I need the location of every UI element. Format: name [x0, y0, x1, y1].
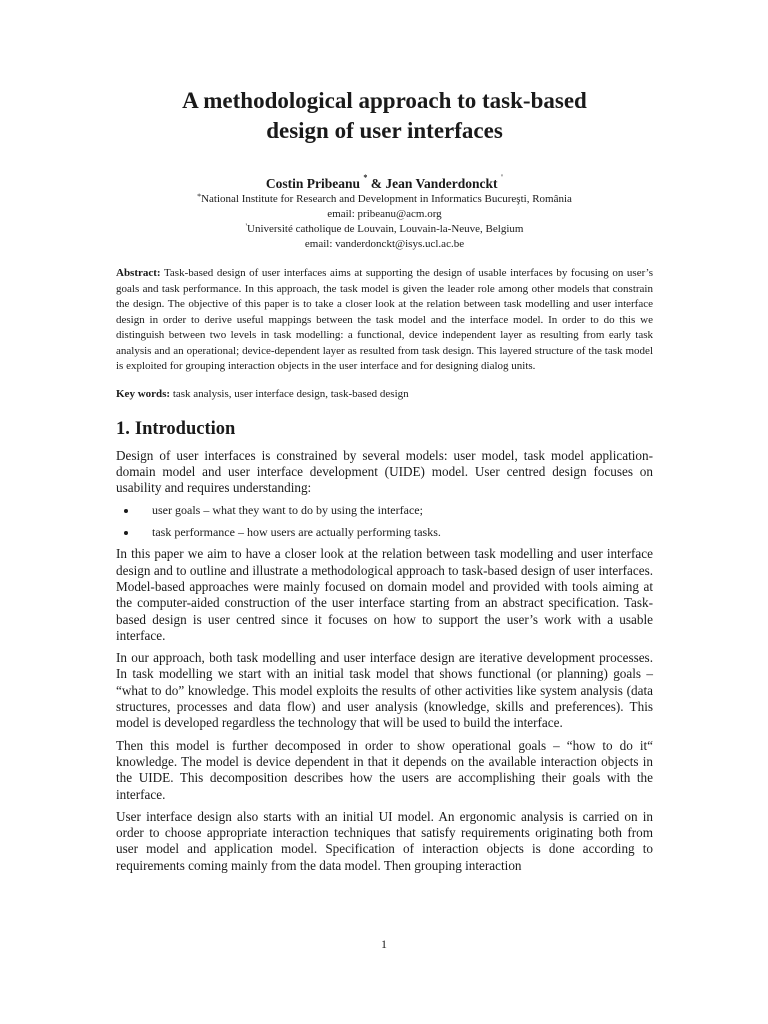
paper-page — [116, 86, 653, 874]
author-name: Costin Pribeanu — [265, 176, 360, 191]
keywords-label: Key words: — [116, 387, 171, 400]
email-text: email: pribeanu@acm.org — [327, 208, 442, 220]
affiliation-mark: * — [197, 192, 202, 201]
bullet-item: • task performance – how users are actually performing tasks. — [138, 524, 653, 540]
body-paragraph: Then this model is further decomposed in order to show operational goals – “how to do it“ knowledge. The model is device dependent in that it depends on the available interaction objects in the UIDE. This decomposition describes how the users are accomplishing their goals with the interface. — [116, 737, 653, 802]
bullet-item: • user goals – what they want to do by using the interface; — [138, 502, 653, 518]
body-paragraph: User interface design also starts with an initial UI model. An ergonomic analysis is carried on in order to choose appropriate interaction techniques that satisfy requirements originating both from user model and application model. Specification of interaction objects is done according to requirements coming mainly from the data model. Then grouping interaction — [116, 808, 653, 873]
affiliation-text: Université catholique de Louvain, Louvain-la-Neuve, Belgium — [247, 223, 524, 235]
affiliation-text: National Institute for Research and Development in Informatics Bucureşti, România — [201, 193, 572, 205]
author-line — [116, 173, 653, 192]
section-heading — [116, 416, 653, 442]
email-text: email: vanderdonckt@isys.ucl.ac.be — [304, 238, 465, 250]
abstract — [116, 266, 653, 375]
abstract-text: Task-based design of user interfaces aims at supporting the design of usable interfaces by focusing on user’s goals and task performance. In this approach, the task model is given the leader role among other models that constrain the design. The objective of this paper is to take a closer look at the relation between task modelling and user interface design in order to derive useful mappings between the task model and the interface model. In order to do this we distinguish between two levels in task modelling: a functional, device independent layer as resulting from early task analysis and an operational; device-dependent layer as resulted from task design. This layered structure of the task model is exploited for grouping interaction objects in the user interface and for designing dialog units. — [116, 267, 653, 372]
body-paragraph: Design of user interfaces is constrained by several models: user model, task model application-domain model and user interface development (UIDE) model. User centred design focuses on usability and requires understanding: — [116, 447, 653, 496]
author-name: Jean Vanderdonckt — [385, 176, 498, 191]
affiliation-mark: ' — [245, 222, 247, 231]
body-paragraph: In our approach, both task modelling and user interface design are iterative development processes. In task modelling we start with an initial task model that shows functional (or planning) goals – “what to do” knowledge. This model exploits the results of other activities like system analysis (data structures, processes and data flow) and user analysis (knowledge, skills and preferences). This model is developed regardless the technology that will be used to build the interface. — [116, 650, 653, 731]
bullet-list — [116, 502, 653, 540]
affiliation-mark: ' — [500, 173, 504, 182]
abstract-label: Abstract: — [116, 267, 161, 279]
affiliation-line — [116, 192, 653, 207]
page-number: 1 — [381, 937, 387, 951]
affiliation-mark: * — [363, 173, 368, 182]
paper-title: A methodological approach to task-based design of user interfaces — [182, 88, 587, 143]
affiliation-line — [116, 222, 653, 237]
section-title: Introduction — [134, 418, 236, 439]
author-separator: & — [367, 176, 386, 191]
email-line — [116, 207, 653, 222]
keywords-text: task analysis, user interface design, task-based design — [172, 387, 409, 400]
body-paragraph: In this paper we aim to have a closer look at the relation between task modelling and user interface design and to outline and illustrate a methodological approach to task-based design of user interfaces. Model-based approaches were mainly focused on domain model and provided with tools aiming at the computer-aided construction of the user interface starting from an abstract specification. Task-based design is user centred since it focuses on how to support the user’s work with a usable interface. — [116, 546, 653, 643]
section-number: 1. — [116, 418, 130, 439]
email-line — [116, 237, 653, 252]
keywords — [116, 387, 653, 402]
